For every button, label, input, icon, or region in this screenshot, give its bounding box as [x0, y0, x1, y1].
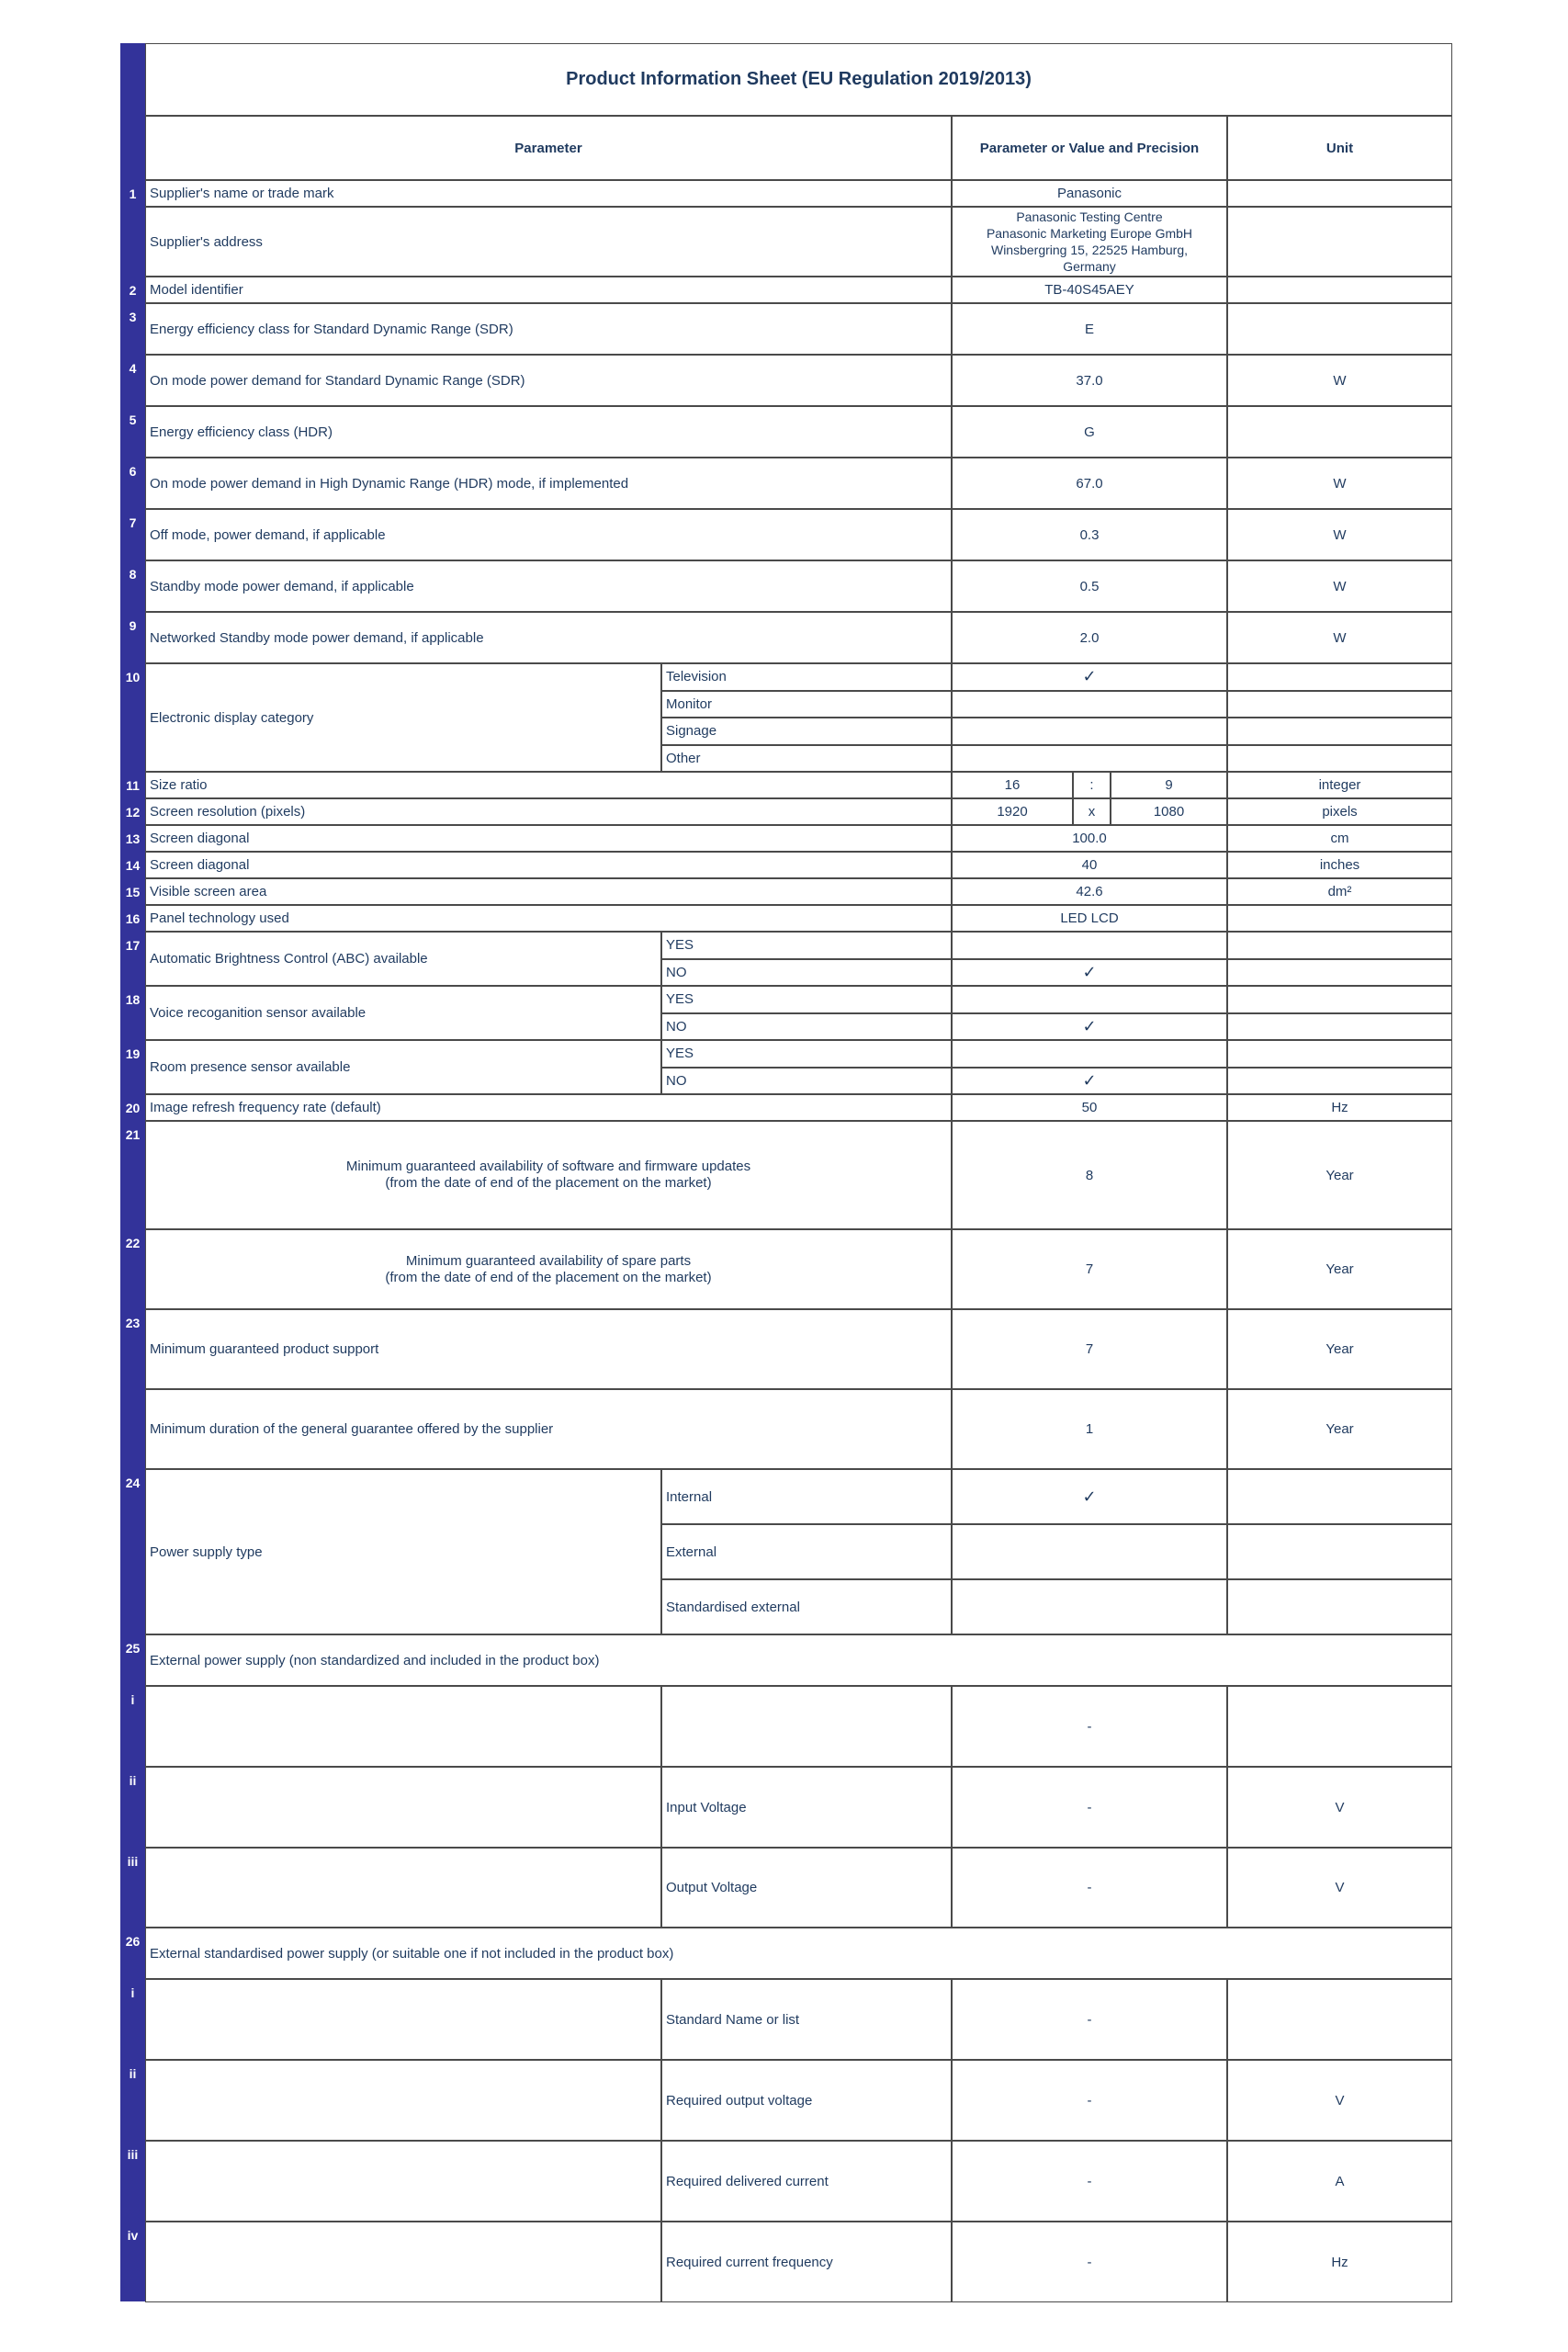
text-line: Panasonic Marketing Europe GmbH	[986, 226, 1193, 241]
row-unit: pixels	[1227, 798, 1452, 825]
row-label: Networked Standby mode power demand, if applicable	[145, 612, 952, 663]
row-label: Energy efficiency class (HDR)	[145, 406, 952, 458]
text-line: Minimum guaranteed availability of spare parts	[405, 1252, 692, 1269]
row-value: G	[952, 406, 1227, 458]
row-sublabel: Required output voltage	[661, 2060, 952, 2141]
option-value	[952, 932, 1227, 959]
row-unit: integer	[1227, 772, 1452, 798]
value-second: 9	[1111, 772, 1227, 798]
option-value	[952, 745, 1227, 773]
checkmark-icon: ✓	[1082, 1487, 1097, 1506]
option-value	[952, 1068, 1227, 1095]
value-separator: x	[1073, 798, 1111, 825]
row-sublabel: Standard Name or list	[661, 1979, 952, 2060]
option-label: YES	[661, 932, 952, 959]
option-label: NO	[661, 1013, 952, 1041]
row-value: TB-40S45AEY	[952, 277, 1227, 303]
value-first: 16	[952, 772, 1073, 798]
row-number: 18	[125, 992, 141, 1007]
row-value: 40	[952, 852, 1227, 878]
row-unit	[1227, 1686, 1452, 1767]
row-number: 25	[125, 1641, 141, 1656]
option-value	[952, 1579, 1227, 1634]
row-number: iii	[127, 1854, 139, 1869]
option-value	[952, 1040, 1227, 1068]
value-first: 1920	[952, 798, 1073, 825]
row-number: 1	[129, 187, 137, 201]
row-number: 17	[125, 938, 141, 953]
row-label: Room presence sensor available	[145, 1040, 661, 1094]
row-label: On mode power demand for Standard Dynamic Range (SDR)	[145, 355, 952, 406]
option-unit	[1227, 1524, 1452, 1579]
header-value: Parameter or Value and Precision	[952, 116, 1227, 180]
row-number: 3	[129, 310, 137, 324]
row-number: ii	[129, 2066, 137, 2081]
row-label: Voice recoganition sensor available	[145, 986, 661, 1040]
row-value: -	[952, 1848, 1227, 1928]
row-unit: Year	[1227, 1309, 1452, 1389]
row-unit: V	[1227, 2060, 1452, 2141]
row-value: -	[952, 1686, 1227, 1767]
row-label: On mode power demand in High Dynamic Range (HDR) mode, if implemented	[145, 458, 952, 509]
row-label: Supplier's name or trade mark	[145, 180, 952, 207]
row-number: iv	[127, 2228, 139, 2243]
option-label: Other	[661, 745, 952, 773]
option-label: Signage	[661, 718, 952, 745]
page-title: Product Information Sheet (EU Regulation 2019/2013)	[145, 43, 1452, 116]
row-sublabel: Required delivered current	[661, 2141, 952, 2222]
section-header: External standardised power supply (or suitable one if not included in the product box)	[145, 1928, 1452, 1979]
row-number: 23	[125, 1316, 141, 1330]
row-number: 16	[125, 911, 141, 926]
row-value: LED LCD	[952, 905, 1227, 932]
row-label: Image refresh frequency rate (default)	[145, 1094, 952, 1121]
row-unit: Hz	[1227, 2222, 1452, 2302]
option-unit	[1227, 745, 1452, 773]
option-label: NO	[661, 1068, 952, 1095]
row-sublabel	[661, 1686, 952, 1767]
option-label: NO	[661, 959, 952, 987]
option-value	[952, 986, 1227, 1013]
row-unit: V	[1227, 1767, 1452, 1848]
text-line: Germany	[1063, 259, 1116, 274]
row-unit: Year	[1227, 1229, 1452, 1309]
row-unit: Year	[1227, 1389, 1452, 1469]
row-value: -	[952, 2060, 1227, 2141]
row-number: 24	[125, 1476, 141, 1490]
row-value: 1	[952, 1389, 1227, 1469]
row-label: Electronic display category	[145, 663, 661, 772]
option-unit	[1227, 691, 1452, 718]
row-value: 42.6	[952, 878, 1227, 905]
option-value	[952, 1013, 1227, 1041]
row-value: Panasonic	[952, 180, 1227, 207]
row-blank	[145, 1686, 661, 1767]
row-number: 8	[129, 567, 137, 582]
row-unit: V	[1227, 1848, 1452, 1928]
row-number: 21	[125, 1127, 141, 1142]
row-label: Screen resolution (pixels)	[145, 798, 952, 825]
value-second: 1080	[1111, 798, 1227, 825]
row-blank	[145, 1979, 661, 2060]
row-label: Panel technology used	[145, 905, 952, 932]
row-value: 67.0	[952, 458, 1227, 509]
row-unit: dm²	[1227, 878, 1452, 905]
row-label	[145, 1229, 952, 1309]
option-label: YES	[661, 1040, 952, 1068]
row-sublabel: Input Voltage	[661, 1767, 952, 1848]
row-label: Minimum duration of the general guarantee offered by the supplier	[145, 1389, 952, 1469]
row-number: 20	[125, 1101, 141, 1115]
row-label: Size ratio	[145, 772, 952, 798]
row-unit: Hz	[1227, 1094, 1452, 1121]
option-label: Television	[661, 663, 952, 691]
row-value: -	[952, 2141, 1227, 2222]
row-unit: inches	[1227, 852, 1452, 878]
row-unit	[1227, 406, 1452, 458]
option-value	[952, 1524, 1227, 1579]
row-value: 0.3	[952, 509, 1227, 560]
text-line: Minimum guaranteed availability of software and firmware updates	[345, 1159, 751, 1174]
section-header: External power supply (non standardized and included in the product box)	[145, 1634, 1452, 1686]
row-blank	[145, 1767, 661, 1848]
row-number: 12	[125, 805, 141, 820]
row-value	[952, 207, 1227, 277]
row-number: 26	[125, 1934, 141, 1949]
text-line: (from the date of end of the placement on the market)	[385, 1269, 712, 1285]
option-unit	[1227, 1013, 1452, 1041]
option-label: Standardised external	[661, 1579, 952, 1634]
row-number: 9	[129, 618, 137, 633]
row-number: 13	[125, 831, 141, 846]
row-value: -	[952, 1767, 1227, 1848]
row-value: 100.0	[952, 825, 1227, 852]
row-unit	[1227, 303, 1452, 355]
option-unit	[1227, 1579, 1452, 1634]
row-sublabel: Required current frequency	[661, 2222, 952, 2302]
text-line: Panasonic Testing Centre	[1016, 209, 1163, 224]
row-value: 50	[952, 1094, 1227, 1121]
row-unit	[1227, 180, 1452, 207]
row-blank	[145, 2141, 661, 2222]
row-label: Off mode, power demand, if applicable	[145, 509, 952, 560]
row-value: 2.0	[952, 612, 1227, 663]
header-unit: Unit	[1227, 116, 1452, 180]
row-number: 7	[129, 515, 137, 530]
row-number: iii	[127, 2147, 139, 2162]
row-unit: W	[1227, 612, 1452, 663]
row-label: Minimum guaranteed product support	[145, 1309, 952, 1389]
text-line: Winsbergring 15, 22525 Hamburg,	[990, 243, 1188, 257]
row-label: Screen diagonal	[145, 852, 952, 878]
row-blank	[145, 2222, 661, 2302]
option-label: Monitor	[661, 691, 952, 718]
row-blank	[145, 1848, 661, 1928]
row-number: 14	[125, 858, 141, 873]
option-value	[952, 1469, 1227, 1524]
row-number: i	[130, 1692, 135, 1707]
row-unit	[1227, 277, 1452, 303]
option-label: Internal	[661, 1469, 952, 1524]
row-number: 4	[129, 361, 137, 376]
row-unit: W	[1227, 509, 1452, 560]
option-value	[952, 718, 1227, 745]
row-sublabel: Output Voltage	[661, 1848, 952, 1928]
row-value: 0.5	[952, 560, 1227, 612]
row-label: Power supply type	[145, 1469, 661, 1634]
text-line: (from the date of end of the placement on the market)	[385, 1175, 712, 1191]
option-unit	[1227, 1068, 1452, 1095]
row-number: 5	[129, 413, 137, 427]
row-label: Screen diagonal	[145, 825, 952, 852]
row-label: Model identifier	[145, 277, 952, 303]
checkmark-icon: ✓	[1082, 962, 1097, 981]
option-value	[952, 691, 1227, 718]
row-unit: cm	[1227, 825, 1452, 852]
product-information-sheet	[120, 43, 1452, 2301]
row-label: Supplier's address	[145, 207, 952, 277]
row-blank	[145, 2060, 661, 2141]
row-unit	[1227, 207, 1452, 277]
option-unit	[1227, 1469, 1452, 1524]
option-unit	[1227, 986, 1452, 1013]
row-unit: W	[1227, 458, 1452, 509]
row-number: 19	[125, 1046, 141, 1061]
row-value: -	[952, 2222, 1227, 2302]
row-value: 7	[952, 1229, 1227, 1309]
row-number: 10	[125, 670, 141, 684]
row-number: 11	[126, 778, 140, 793]
row-unit: W	[1227, 355, 1452, 406]
row-value: -	[952, 1979, 1227, 2060]
row-unit: W	[1227, 560, 1452, 612]
row-unit: Year	[1227, 1121, 1452, 1229]
header-parameter: Parameter	[145, 116, 952, 180]
row-unit	[1227, 905, 1452, 932]
row-number: 2	[129, 283, 137, 298]
value-separator: :	[1073, 772, 1111, 798]
row-number-bar	[120, 43, 145, 2301]
row-unit	[1227, 1979, 1452, 2060]
option-value	[952, 663, 1227, 691]
option-value	[952, 959, 1227, 987]
row-number: ii	[129, 1773, 137, 1788]
row-number: i	[130, 1985, 135, 2000]
option-unit	[1227, 718, 1452, 745]
option-unit	[1227, 1040, 1452, 1068]
row-value: 37.0	[952, 355, 1227, 406]
row-unit: A	[1227, 2141, 1452, 2222]
row-number: 6	[129, 464, 137, 479]
row-value: 8	[952, 1121, 1227, 1229]
row-label: Automatic Brightness Control (ABC) available	[145, 932, 661, 986]
row-number: 22	[125, 1236, 141, 1250]
row-label	[145, 1121, 952, 1229]
option-unit	[1227, 959, 1452, 987]
row-value: 7	[952, 1309, 1227, 1389]
row-number: 15	[125, 885, 141, 899]
option-label: External	[661, 1524, 952, 1579]
option-unit	[1227, 663, 1452, 691]
row-label: Energy efficiency class for Standard Dynamic Range (SDR)	[145, 303, 952, 355]
checkmark-icon: ✓	[1082, 667, 1097, 686]
row-value: E	[952, 303, 1227, 355]
option-unit	[1227, 932, 1452, 959]
row-label: Visible screen area	[145, 878, 952, 905]
option-label: YES	[661, 986, 952, 1013]
checkmark-icon: ✓	[1082, 1016, 1097, 1035]
row-label: Standby mode power demand, if applicable	[145, 560, 952, 612]
checkmark-icon: ✓	[1082, 1070, 1097, 1090]
